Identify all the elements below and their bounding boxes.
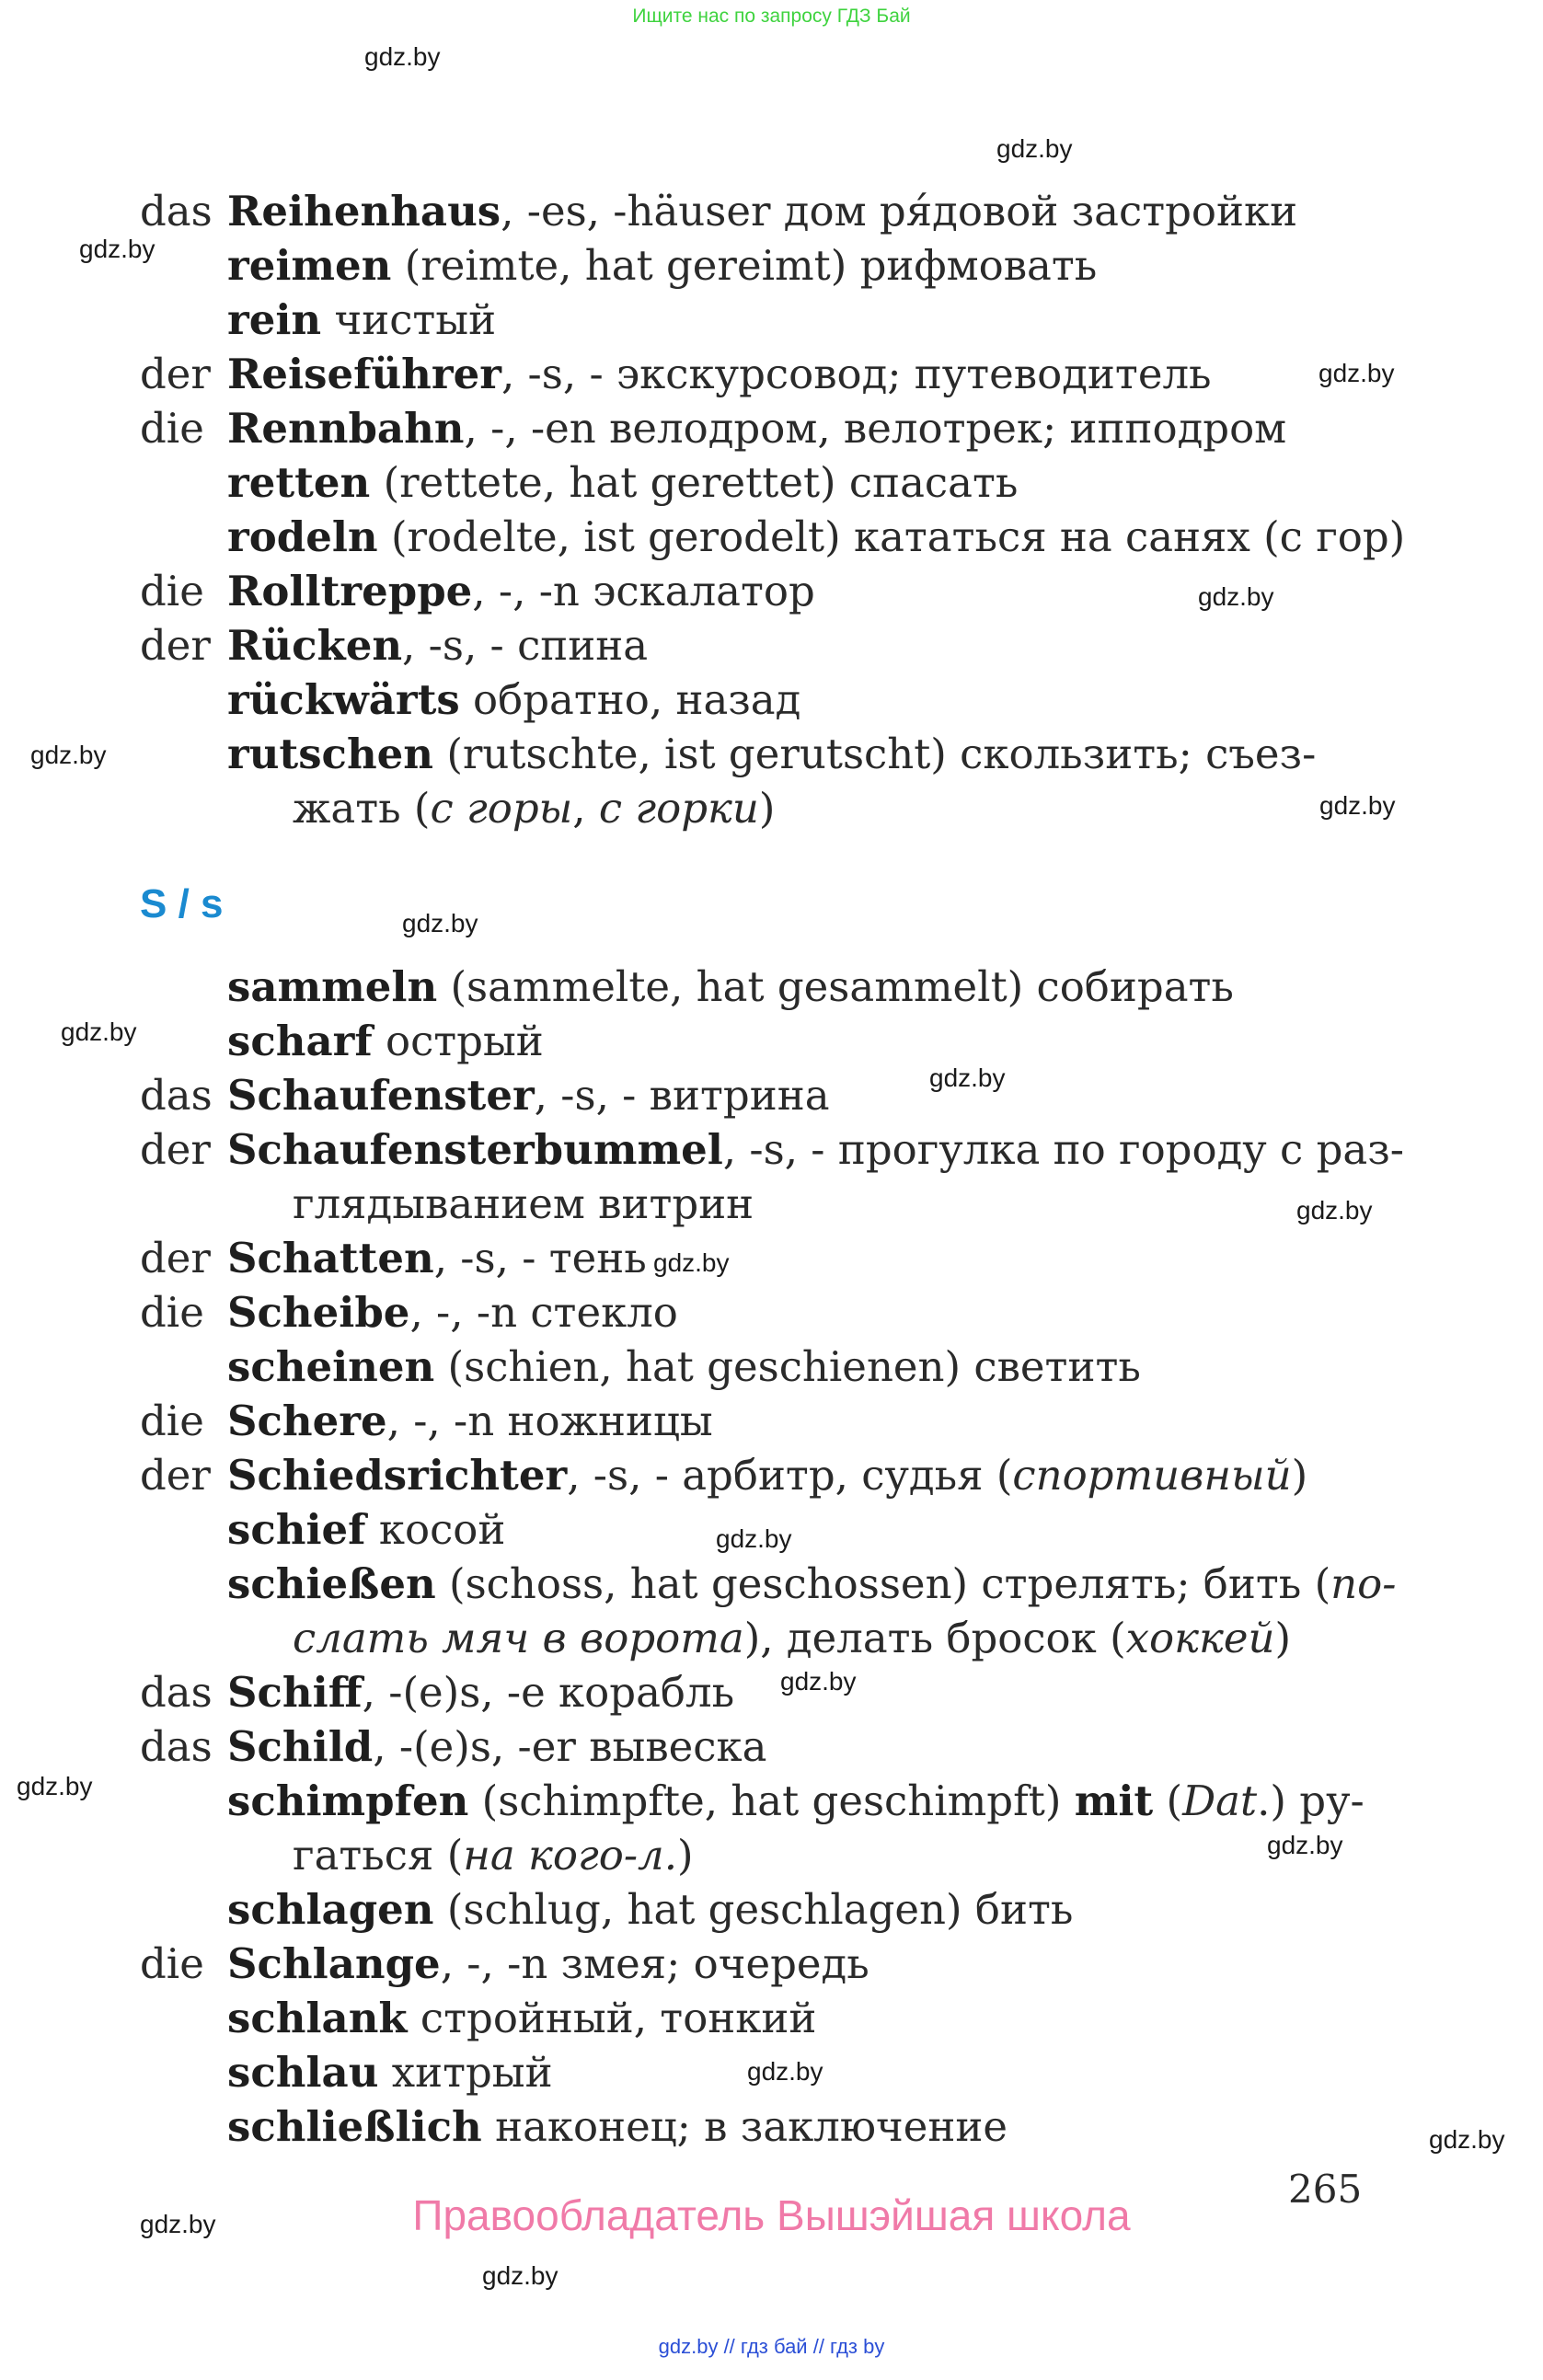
entry-headword: rein — [227, 295, 322, 344]
entry-definition: наконец; в заключение — [481, 2102, 1008, 2151]
entry-headword: Schatten — [227, 1234, 434, 1282]
entry-definition: , -s, - экскурсовод; путеводитель — [501, 350, 1212, 398]
entry-headword: Rücken — [227, 621, 403, 670]
entry-definition: по- — [1330, 1559, 1397, 1608]
entry-headword: reimen — [227, 241, 392, 290]
entry-headword: Schaufenster — [227, 1071, 535, 1120]
entry-definition: (schien, hat geschienen) светить — [434, 1342, 1141, 1391]
entry-article: die — [140, 1288, 204, 1337]
section-title: S / s — [140, 881, 224, 926]
entry-definition: , -s, - прогулка по городу с раз- — [722, 1125, 1404, 1174]
entry-definition: , -es, -häuser дом ря́довой застройки — [501, 187, 1298, 236]
entry-definition: .) ру- — [1257, 1776, 1365, 1825]
entry-article: das — [140, 187, 213, 236]
entry-headword: Reihenhaus — [227, 187, 501, 236]
entry-definition: , -, -n ножницы — [386, 1397, 713, 1445]
entry-definition: (sammelte, hat gesammelt) собирать — [437, 962, 1234, 1011]
entry-definition: , -s, - витрина — [534, 1071, 830, 1120]
top-banner: Ищите нас по запросу ГДЗ Бай — [632, 6, 911, 27]
entry-headword: schlau — [227, 2048, 379, 2097]
entry-article: das — [140, 1071, 213, 1120]
watermark: gdz.by — [780, 1667, 857, 1696]
watermark: gdz.by — [1296, 1196, 1373, 1224]
entry-headword: schließlich — [227, 2102, 482, 2151]
entry-definition: (rettete, hat gerettet) спасать — [370, 458, 1019, 507]
entry-headword: schlank — [227, 1994, 408, 2042]
entry-headword: retten — [227, 458, 371, 507]
entry-continuation: жать (с горы, с горки) — [293, 784, 776, 833]
watermark: gdz.by — [929, 1064, 1006, 1092]
entry-definition: (reimte, hat gereimt) рифмовать — [391, 241, 1098, 290]
entry-headword: schief — [227, 1505, 366, 1554]
entry-headword: Rennbahn — [227, 404, 465, 453]
footer-links: gdz.by // гдз бай // гдз by — [658, 2335, 885, 2358]
entry-article: der — [140, 1234, 211, 1282]
entry-continuation: глядыванием витрин — [293, 1179, 754, 1228]
entry-continuation: гаться (на кого-л.) — [293, 1831, 694, 1880]
watermark: gdz.by — [1429, 2125, 1505, 2154]
entry-definition: , -, -n стекло — [409, 1288, 678, 1337]
entry-article: der — [140, 1451, 211, 1500]
entry-definition: обратно, назад — [459, 675, 801, 724]
entry-article: die — [140, 1397, 204, 1445]
entry-article: der — [140, 350, 211, 398]
entry-definition: (schimpfte, hat geschimpft) — [468, 1776, 1075, 1825]
watermark: gdz.by — [79, 235, 155, 263]
entry-article: die — [140, 1939, 204, 1988]
entry-headword: Rolltreppe — [227, 567, 473, 615]
entry-article: die — [140, 404, 204, 453]
watermark: gdz.by — [30, 741, 107, 769]
entry-headword: schießen — [227, 1559, 436, 1608]
entry-headword: schimpfen — [227, 1776, 469, 1825]
entry-definition: , -s, - тень — [433, 1234, 647, 1282]
entry-headword: rodeln — [227, 512, 378, 561]
entry-headword: Schild — [227, 1722, 374, 1771]
watermark: gdz.by — [140, 2210, 216, 2238]
entry-headword: schlagen — [227, 1885, 434, 1934]
entry-definition: , -(e)s, -er вывеска — [373, 1722, 767, 1771]
entry-headword: Schiedsrichter — [227, 1451, 568, 1500]
entry-article: das — [140, 1668, 213, 1717]
entry-definition: (rutschte, ist gerutscht) скользить; съез- — [433, 730, 1317, 778]
entry-definition: косой — [365, 1505, 506, 1554]
entry-headword: mit — [1074, 1776, 1154, 1825]
watermark: gdz.by — [17, 1772, 93, 1800]
entry-continuation: слать мяч в ворота), делать бросок (хоккей) — [293, 1614, 1292, 1662]
watermark: gdz.by — [653, 1248, 730, 1277]
entry-headword: scheinen — [227, 1342, 435, 1391]
entry-definition: острый — [372, 1017, 544, 1065]
rights-notice: Правообладатель Вышэйшая школа — [412, 2191, 1131, 2239]
entry-definition: Dat — [1182, 1776, 1258, 1825]
watermark: gdz.by — [61, 1018, 137, 1046]
watermark: gdz.by — [747, 2057, 823, 2086]
watermark: gdz.by — [1319, 791, 1396, 820]
watermark: gdz.by — [1198, 582, 1274, 611]
entry-definition: ) — [1291, 1451, 1308, 1500]
entry-article: der — [140, 1125, 211, 1174]
entry-headword: rutschen — [227, 730, 434, 778]
entry-headword: Reiseführer — [227, 350, 501, 398]
entry-definition: хитрый — [378, 2048, 553, 2097]
entry-headword: Schiff — [227, 1668, 363, 1717]
watermark: gdz.by — [1267, 1831, 1343, 1859]
entry-headword: rückwärts — [227, 675, 460, 724]
page-number: 265 — [1288, 2167, 1363, 2212]
entry-definition: стройный, тонкий — [407, 1994, 817, 2042]
entry-definition: , -, -n эскалатор — [472, 567, 815, 615]
entry-definition: (rodelte, ist gerodelt) кататься на санях (с гор) — [377, 512, 1406, 561]
entry-headword: Schere — [227, 1397, 387, 1445]
watermark: gdz.by — [1318, 359, 1395, 387]
watermark: gdz.by — [482, 2261, 558, 2290]
entry-definition: , -s, - спина — [402, 621, 649, 670]
watermark: gdz.by — [996, 134, 1073, 163]
entry-definition: , -s, - арбитр, судья ( — [567, 1451, 1013, 1500]
entry-definition: , -(e)s, -e корабль — [362, 1668, 735, 1717]
entry-headword: scharf — [227, 1017, 373, 1065]
entry-article: das — [140, 1722, 213, 1771]
entry-definition: (schoss, hat geschossen) стрелять; бить ( — [435, 1559, 1331, 1608]
entry-definition: ( — [1153, 1776, 1183, 1825]
entry-definition: , -, -en велодром, велотрек; ипподром — [464, 404, 1287, 453]
entry-definition: спортивный — [1012, 1451, 1292, 1500]
watermark: gdz.by — [716, 1524, 792, 1553]
entry-article: der — [140, 621, 211, 670]
entry-definition: чистый — [321, 295, 497, 344]
entry-definition: , -, -n змея; очередь — [440, 1939, 869, 1988]
entry-article: die — [140, 567, 204, 615]
entry-headword: Schaufensterbummel — [227, 1125, 723, 1174]
watermark: gdz.by — [402, 909, 478, 937]
entry-headword: Scheibe — [227, 1288, 410, 1337]
entry-headword: Schlange — [227, 1939, 441, 1988]
watermark: gdz.by — [364, 42, 441, 71]
entry-definition: (schlug, hat geschlagen) бить — [433, 1885, 1074, 1934]
entry-headword: sammeln — [227, 962, 438, 1011]
